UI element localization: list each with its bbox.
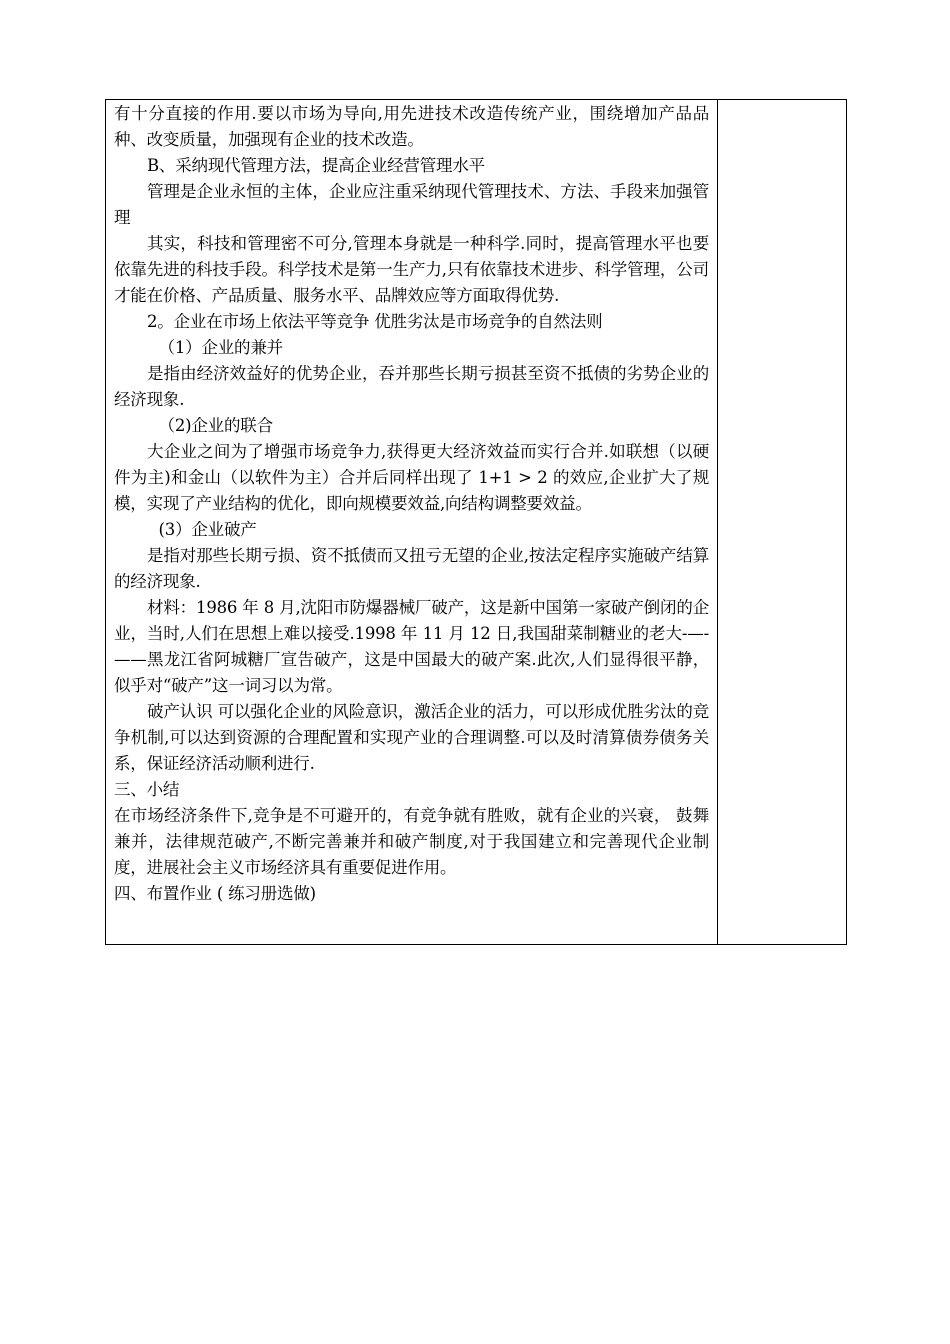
lesson-table	[105, 99, 847, 945]
section-heading: 三、小结	[114, 780, 180, 799]
section-heading: 四、布置作业 ( 练习册选做)	[114, 884, 316, 903]
paragraph: 材料：1986 年 8 月,沈阳市防爆器械厂破产，这是新中国第一家破产倒闭的企业，当时,人们在思想上难以接受.1998 年 11 月 12 日,我国甜菜制糖业的老大-—-——黑龙江省阿城糖厂宣告破产，这是中国最大的破产案.此次,人们显得很平静，似乎对“破产”这一词习以为常。	[114, 598, 709, 695]
paragraph: (3）企业破产	[158, 520, 257, 539]
paragraph: 破产认识 可以强化企业的风险意识，激活企业的活力，可以形成优胜劣汰的竞争机制,可以达到资源的合理配置和实现产业的合理调整.可以及时清算债券债务关系，保证经济活动顺利进行.	[114, 702, 709, 773]
paragraph: （1）企业的兼并	[158, 338, 283, 357]
paragraph: B、采纳现代管理方法，提高企业经营管理水平	[147, 156, 485, 175]
paragraph: 大企业之间为了增强市场竞争力,获得更大经济效益而实行合并.如联想（以硬件为主)和金山（以软件为主）合并后同样出现了 1+1 > 2 的效应,企业扩大了规模，实现了产业结构的优化，即向规模要效益,向结构调整要效益。	[114, 442, 709, 513]
paragraph: 有十分直接的作用.要以市场为导向,用先进技术改造传统产业，围绕增加产品品种、改变质量，加强现有企业的技术改造。	[114, 104, 709, 149]
paragraph: （2)企业的联合	[158, 416, 273, 435]
content-cell	[106, 100, 718, 944]
document-body	[114, 101, 709, 907]
paragraph: 在市场经济条件下,竞争是不可避开的，有竞争就有胜败，就有企业的兴衰， 鼓舞兼并，法律规范破产,不断完善兼并和破产制度,对于我国建立和完善现代企业制度，进展社会主义市场经济具有重要促进作用。	[114, 806, 709, 877]
paragraph: 2。企业在市场上依法平等竞争 优胜劣汰是市场竞争的自然法则	[147, 312, 603, 331]
paragraph: 是指对那些长期亏损、资不抵债而又扭亏无望的企业,按法定程序实施破产结算的经济现象.	[114, 546, 709, 591]
paragraph: 其实，科技和管理密不可分,管理本身就是一种科学.同时，提高管理水平也要依靠先进的科技手段。科学技术是第一生产力,只有依靠技术进步、科学管理，公司才能在价格、产品质量、服务水平、品牌效应等方面取得优势.	[114, 234, 709, 305]
paragraph: 是指由经济效益好的优势企业，吞并那些长期亏损甚至资不抵债的劣势企业的经济现象.	[114, 364, 709, 409]
notes-cell	[718, 100, 846, 944]
paragraph: 管理是企业永恒的主体，企业应注重采纳现代管理技术、方法、手段来加强管理	[114, 182, 709, 227]
